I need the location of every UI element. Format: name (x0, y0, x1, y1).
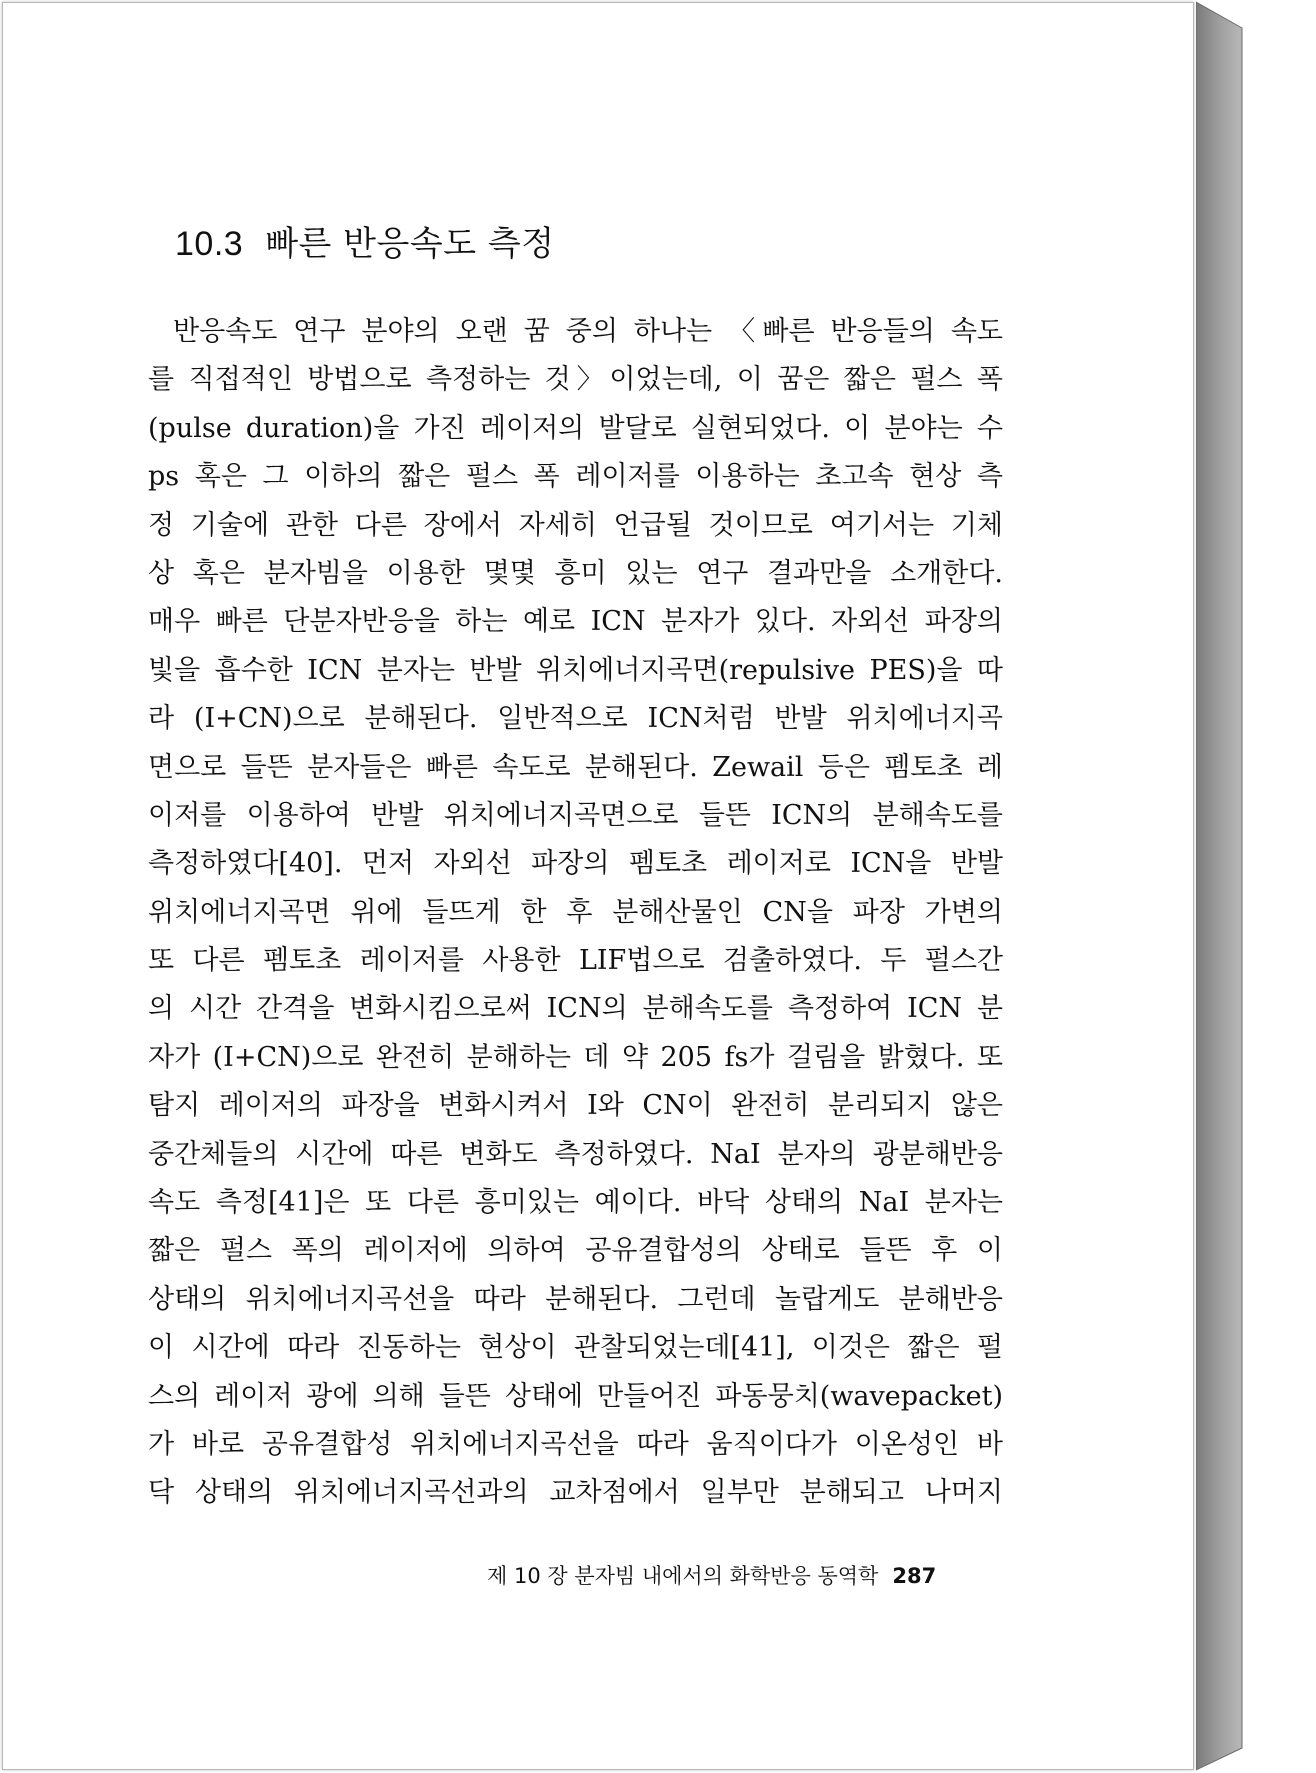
text-line: 가 바로 공유결합성 위치에너지곡선을 따라 움직이다가 이온성인 바 (148, 1428, 1003, 1460)
text-line: 라 (I+CN)으로 분해된다. 일반적으로 ICN처럼 반발 위치에너지곡 (148, 703, 1003, 735)
chapter-running-title: 제 10 장 분자빔 내에서의 화학반응 동역학 (487, 1564, 879, 1588)
page-footer (487, 1560, 936, 1590)
text-line: 중간체들의 시간에 따른 변화도 측정하였다. NaI 분자의 광분해반응 (148, 1138, 1003, 1170)
text-line: 면으로 들뜬 분자들은 빠른 속도로 분해된다. Zewail 등은 펨토초 레 (148, 751, 1003, 783)
text-line: 매우 빠른 단분자반응을 하는 예로 ICN 분자가 있다. 자외선 파장의 (148, 606, 1003, 638)
section-heading (175, 216, 555, 265)
text-line: 빛을 흡수한 ICN 분자는 반발 위치에너지곡면(repulsive PES)을 따 (148, 654, 1003, 686)
text-line: 탐지 레이저의 파장을 변화시켜서 I와 CN이 완전히 분리되지 않은 (148, 1090, 1003, 1122)
text-line: 이저를 이용하여 반발 위치에너지곡면으로 들뜬 ICN의 분해속도를 (148, 799, 1003, 831)
text-line: 위치에너지곡면 위에 들뜨게 한 후 분해산물인 CN을 파장 가변의 (148, 896, 1003, 928)
text-line: (pulse duration)을 가진 레이저의 발달로 실현되었다. 이 분야는 수 (148, 412, 1003, 444)
text-line: 측정하였다[40]. 먼저 자외선 파장의 펨토초 레이저로 ICN을 반발 (148, 848, 1003, 880)
page-number: 287 (892, 1564, 937, 1588)
text-line: 의 시간 간격을 변화시킴으로써 ICN의 분해속도를 측정하여 ICN 분 (148, 993, 1003, 1025)
text-line: 상태의 위치에너지곡선을 따라 분해된다. 그런데 놀랍게도 분해반응 (148, 1283, 1003, 1315)
section-number: 10.3 (175, 225, 244, 263)
text-line: 자가 (I+CN)으로 완전히 분해하는 데 약 205 fs가 걸림을 밝혔다. 또 (148, 1041, 1003, 1073)
text-line: 를 직접적인 방법으로 측정하는 것〉이었는데, 이 꿈은 짧은 펄스 폭 (148, 364, 1003, 396)
text-line: 짧은 펄스 폭의 레이저에 의하여 공유결합성의 상태로 들뜬 후 이 (148, 1235, 1003, 1267)
text-line: 또 다른 펨토초 레이저를 사용한 LIF법으로 검출하였다. 두 펄스간 (148, 945, 1003, 977)
book-edge (1196, 0, 1256, 1773)
text-line: 속도 측정[41]은 또 다른 흥미있는 예이다. 바닥 상태의 NaI 분자는 (148, 1187, 1003, 1219)
text-line: 닥 상태의 위치에너지곡선과의 교차점에서 일부만 분해되고 나머지 (148, 1477, 1003, 1509)
text-line: 상 혹은 분자빔을 이용한 몇몇 흥미 있는 연구 결과만을 소개한다. (148, 557, 1003, 589)
text-line: 정 기술에 관한 다른 장에서 자세히 언급될 것이므로 여기서는 기체 (148, 509, 1003, 541)
text-line: ps 혹은 그 이하의 짧은 펄스 폭 레이저를 이용하는 초고속 현상 측 (148, 461, 1003, 493)
section-title-text: 빠른 반응속도 측정 (265, 224, 555, 264)
text-line: 스의 레이저 광에 의해 들뜬 상태에 만들어진 파동뭉치(wavepacket) (148, 1380, 1003, 1412)
body-paragraph (148, 308, 1003, 1518)
book-page (2, 2, 1194, 1770)
text-line: 반응속도 연구 분야의 오랜 꿈 중의 하나는 〈빠른 반응들의 속도 (173, 316, 1003, 347)
text-line: 이 시간에 따라 진동하는 현상이 관찰되었는데[41], 이것은 짧은 펄 (148, 1332, 1003, 1364)
